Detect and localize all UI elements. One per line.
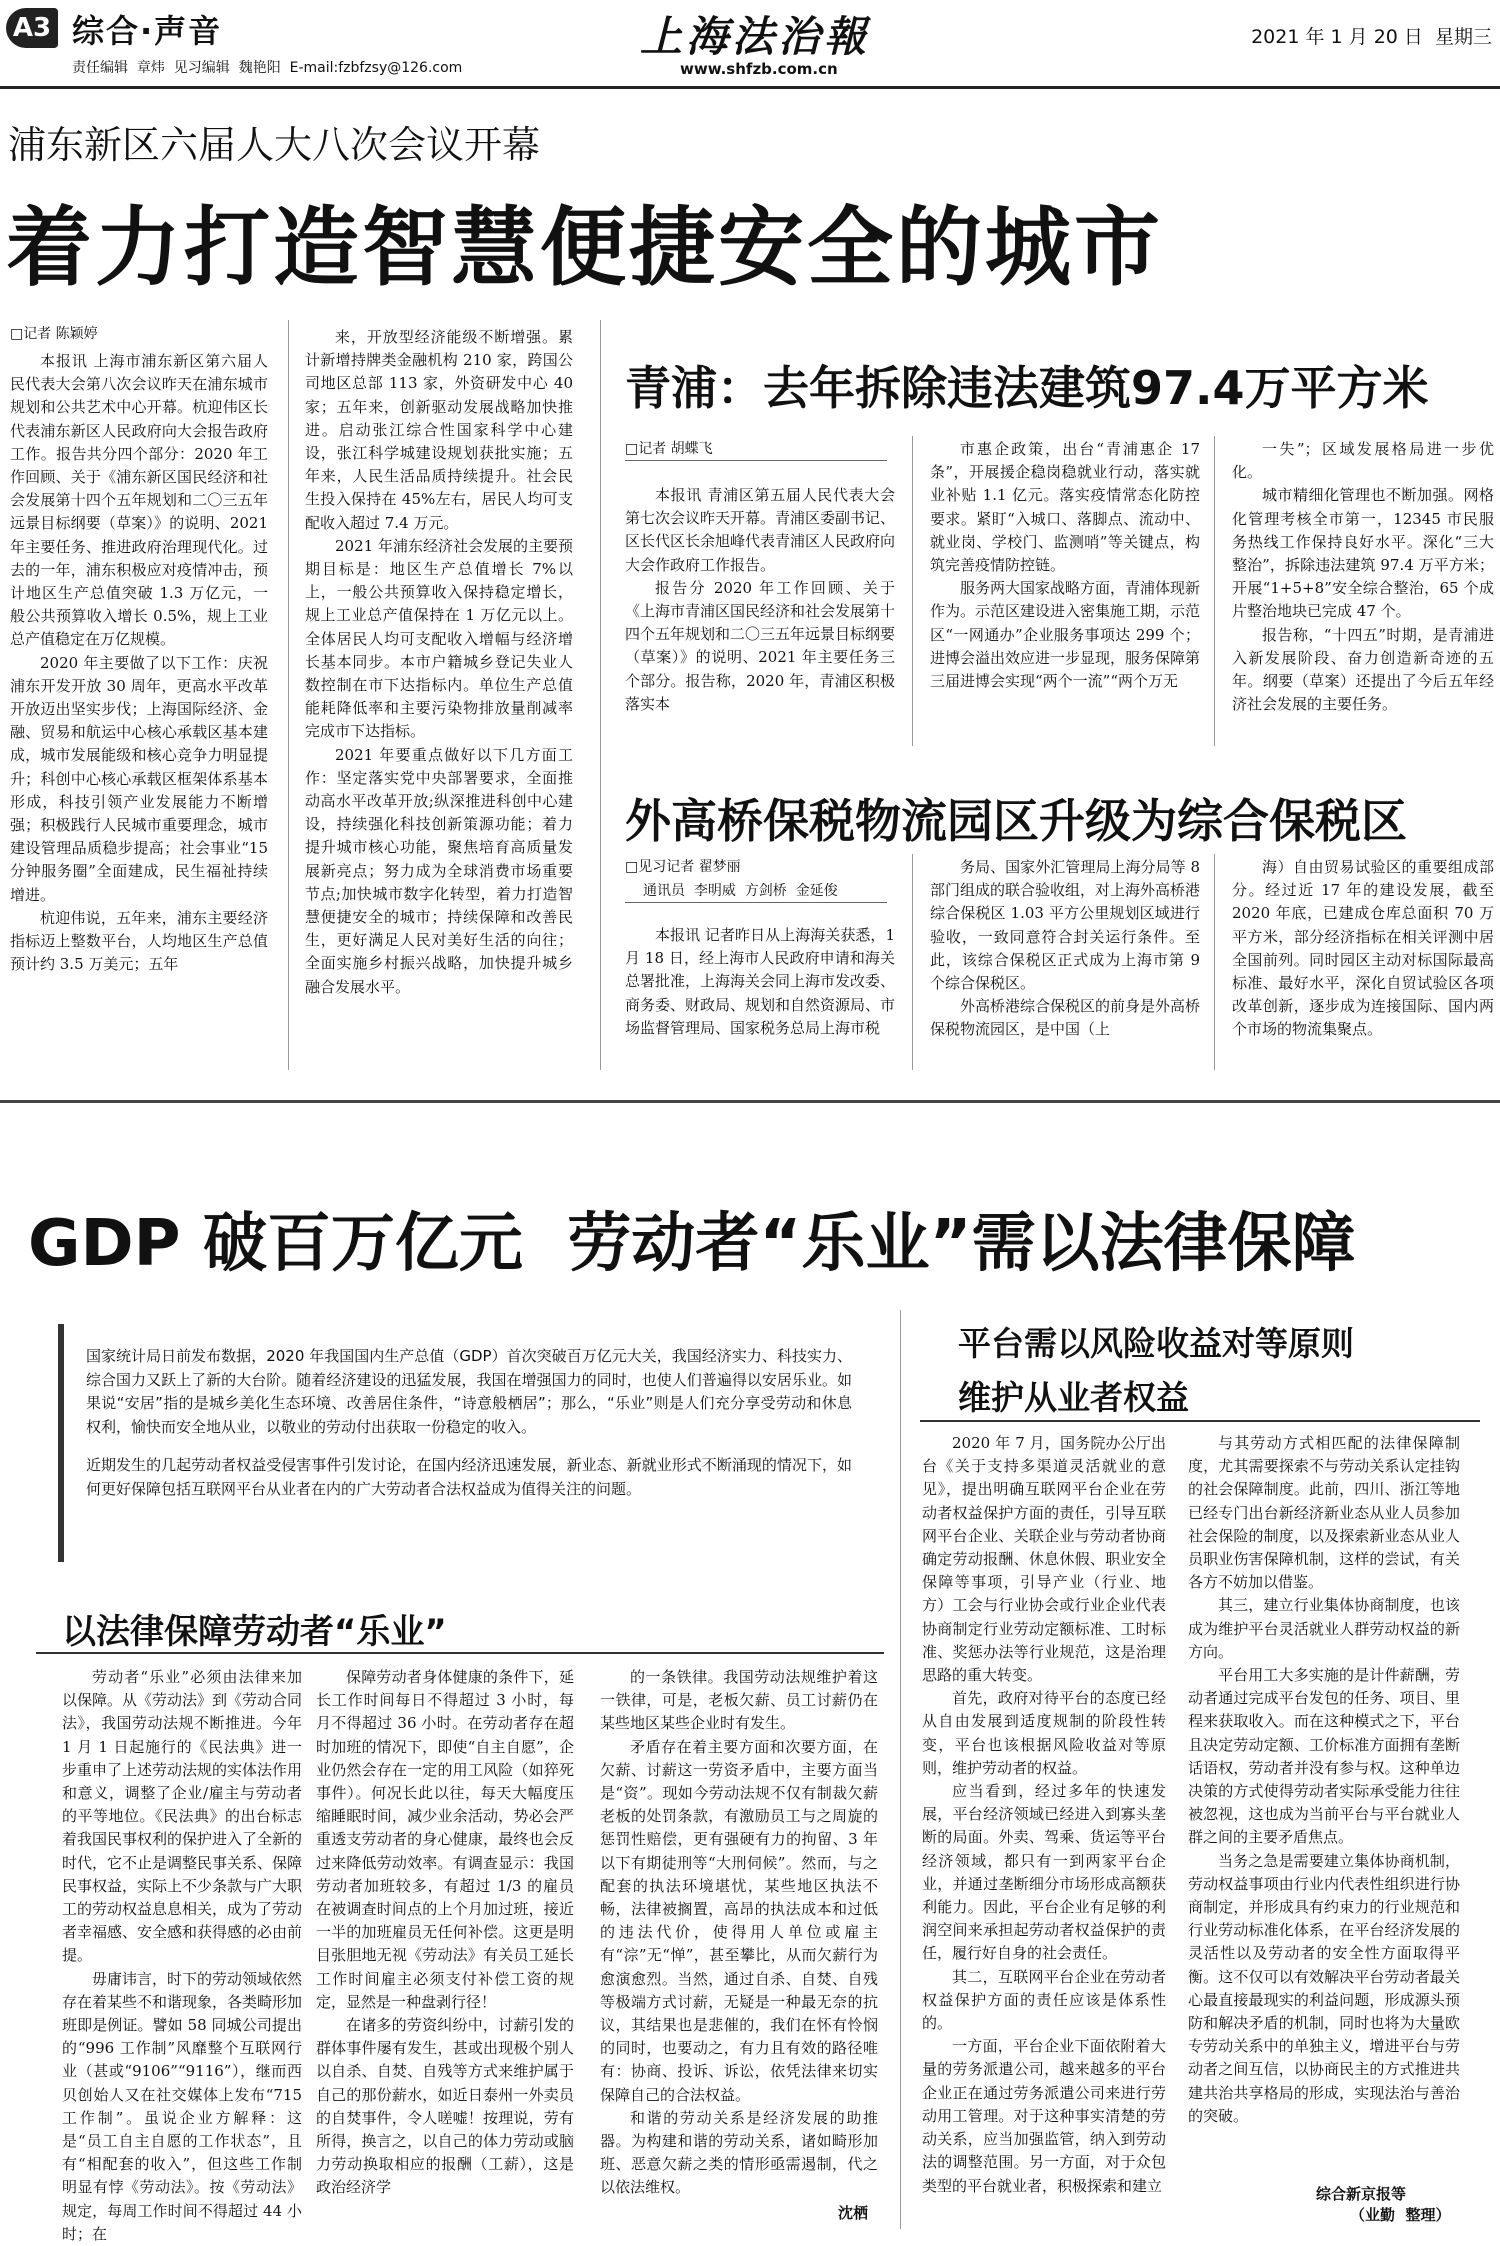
paragraph: 本报讯 记者昨日从上海海关获悉，1 月 18 日，经上海市人民政府申请和海关总署批准，上海海关会同上海市发改委、商务委、财政局、规划和自然资源局、市场监督管理局、国家税务总局上海市税: [625, 926, 896, 1037]
left-article-column-3: [600, 1666, 878, 2202]
right-article-column-1-text: [922, 1432, 1166, 2198]
column-divider: [600, 320, 601, 1070]
left-article-column-3-text: [600, 1666, 878, 2200]
right-article-heading-line1: 平台需以风险收益对等原则: [958, 1324, 1354, 1363]
story-kicker: 浦东新区六届人大八次会议开幕: [8, 123, 541, 167]
left-article-signature: 沈栖: [838, 2204, 869, 2222]
left-article-heading: 以法律保障劳动者“乐业”: [62, 1612, 447, 1652]
column-divider: [912, 436, 913, 746]
section-title: 综合·声音: [72, 12, 223, 50]
waigaoqiao-column-1-text: [625, 924, 895, 1040]
right-article-signature-note: （业勤 整理）: [1350, 2206, 1451, 2224]
paragraph: 和谐的劳动关系是经济发展的助推器。为构建和谐的劳动关系，诸如畸形加班、恶意欠薪之类的情形亟需遏制，代之以依法维权。: [600, 2108, 878, 2197]
qingpu-byline: □记者 胡蝶飞: [625, 441, 713, 457]
paragraph: 报告称，“十四五”时期，是青浦进入新发展阶段、奋力创造新奇迹的五年。纲要（草案）还提出了今后五年经济社会发展的主要任务。: [1232, 625, 1494, 714]
story-column-1: [10, 350, 268, 1070]
right-article-heading-line2: 维护从业者权益: [958, 1378, 1189, 1417]
qingpu-column-1-text: [625, 484, 895, 716]
paragraph: 与其劳动方式相匹配的法律保障制度，尤其需要探索不与劳动关系认定挂钩的社会保障制度。此前，四川、浙江等地已经专门出台新经济新业态从业人员参加社会保险的制度，以及探索新业态从业人员职业伤害保障机制，这样的尝试，有关各方不妨加以借鉴。: [1188, 1434, 1460, 1592]
right-article-signature: 综合新京报等: [1316, 2185, 1407, 2203]
paragraph: 应当看到，经过多年的快速发展，平台经济领域已经进入到寡头垄断的局面。外卖、驾乘、货运等平台经济领域，都只有一到两家平台企业，并通过垄断细分市场形成高额获利能力。因此，平台企业有足够的利润空间来承担起劳动者权益保护的责任，履行好自身的社会责任。: [922, 1782, 1166, 1963]
qingpu-column-2: [930, 438, 1200, 746]
left-article-column-2-text: [316, 1666, 574, 2200]
paragraph: 一失”；区域发展格局进一步优化。: [1232, 440, 1494, 482]
paragraph: 来，开放型经济能级不断增强。累计新增持牌类金融机构 210 家，跨国公司地区总部 113 家，外资研发中心 40 家；五年来，创新驱动发展战略加快推进。启动张江综合性国家科学中心建设，张江科学城建设规划获批实施；五年来，人民生活品质持续提升。社会民生投入保持在 45%左右，居民人均可支配收入超过 7.4 万元。: [305, 328, 573, 532]
right-article-column-2-text: [1188, 1432, 1460, 2128]
feature-headline: GDP 破百万亿元 劳动者“乐业”需以法律保障: [28, 1207, 1356, 1281]
column-divider: [1214, 436, 1215, 746]
paragraph: 劳动者“乐业”必须由法律来加以保障。从《劳动法》到《劳动合同法》，我国劳动法规不断推进。今年 1 月 1 日起施行的《民法典》进一步重申了上述劳动法规的实体法作用和意义，调整了企业/雇主与劳动者的平等地位。《民法典》的出台标志着我国民事权利的保护进入了全新的时代，它不止是调整民事关系、保障民事权益，实际上不少条款与广大职工的劳动权益息息相关，成为了劳动者幸福感、安全感和获得感的必由前提。: [62, 1668, 303, 1965]
story-column-1-text: [10, 350, 268, 976]
qingpu-headline: 青浦：去年拆除违法建筑97.4万平方米: [625, 361, 1429, 415]
paragraph: 城市精细化管理也不断加强。网格化管理考核全市第一，12345 市民服务热线工作保持良好水平。深化“三大整治”，拆除违法建筑 97.4 万平方米；开展“1+5+8”安全综合整治，65 个成片整治地块已完成 47 个。: [1232, 486, 1494, 621]
column-divider: [288, 320, 289, 1070]
paragraph: 一方面，平台企业下面依附着大量的劳务派遣公司，越来越多的平台企业正在通过劳务派遣公司来进行劳动用工管理。对于这种事实清楚的劳动关系，应当加强监管，纳入到劳动法的调整范围。另一方面，对于众包类型的平台就业者，积极探索和建立: [922, 2037, 1166, 2195]
page-number-badge: A3: [6, 8, 58, 48]
left-heading-rule: [36, 1652, 884, 1654]
paragraph: 国家统计局日前发布数据，2020 年我国国内生产总值（GDP）首次突破百万亿元大关，我国经济实力、科技实力、综合国力又跃上了新的大台阶。随着经济建设的迅猛发展，我国在增强国力的同时，也使人们普遍得以安居乐业。如果说“安居”指的是城乡美化生态环境、改善居住条件，“诗意般栖居”；那么，“乐业”则是人们充分享受劳动和休息权利，愉快而安全地从业，以敬业的劳动付出获取一份稳定的收入。: [86, 1347, 852, 1436]
qingpu-byline-rule: [625, 460, 887, 461]
paragraph: 务局、国家外汇管理局上海分局等 8 部门组成的联合验收组，对上海外高桥港综合保税区 1.03 平方公里规划区域进行验收，一致同意符合封关运行条件。至此，该综合保税区正式成为上海市第 9 个综合保税区。: [930, 858, 1201, 993]
waigaoqiao-headline: 外高桥保税物流园区升级为综合保税区: [625, 794, 1407, 848]
column-divider: [912, 854, 913, 1070]
qingpu-column-3: [1232, 438, 1494, 746]
newspaper-url: www.shfzb.com.cn: [680, 60, 838, 78]
waigaoqiao-column-3: [1232, 856, 1494, 1070]
qingpu-column-2-text: [930, 438, 1200, 693]
waigaoqiao-byline-2: 通讯员 李明威 方剑桥 金延俊: [643, 883, 838, 899]
paragraph: 在诸多的劳资纠纷中，讨薪引发的群体事件屡有发生，甚或出现极个别人以自杀、自焚、自残等方式来维护属于自己的那份薪水，如近日泰州一外卖员的自焚事件，令人嗟嘘！按理说，劳有所得，换言之，以自己的体力劳动或脑力劳动换取相应的报酬（工薪），这是政治经济学: [316, 2016, 574, 2197]
paragraph: 2021 年要重点做好以下几方面工作：坚定落实党中央部署要求，全面推动高水平改革开放;纵深推进科创中心建设，持续强化科技创新策源功能；着力提升城市核心功能，聚焦培育高质量发展新亮点；努力成为全球消费市场重要节点;加快城市数字化转型，着力打造智慧便捷安全的城市；持续保障和改善民生，更好满足人民对美好生活的向往；全面实施乡村振兴战略，加快提升城乡融合发展水平。: [305, 745, 573, 996]
paragraph: 2020 年 7 月，国务院办公厅出台《关于支持多渠道灵活就业的意见》，提出明确互联网平台企业在劳动者权益保护方面的责任，引导互联网平台企业、关联企业与劳动者协商确定劳动报酬、休息休假、职业安全保障等事项，引导产业（行业、地方）工会与行业协会或行业企业代表协商制定行业劳动定额标准、工时标准、奖惩办法等行业规范，这是治理思路的重大转变。: [922, 1434, 1166, 1685]
paragraph: 平台用工大多实施的是计件薪酬，劳动者通过完成平台发包的任务、项目、里程来获取收入。而在这种模式之下，平台且决定劳动定额、工价标准方面拥有垄断话语权，劳动者并没有参与权。这种单边决策的方式使得劳动者实际承受能力往往被忽视，这也成为当前平台与平台就业人群之间的主要矛盾焦点。: [1188, 1666, 1460, 1847]
left-article-column-2: [316, 1666, 574, 2222]
right-heading-rule: [920, 1420, 1480, 1422]
feature-intro-box: [58, 1324, 868, 1562]
paragraph: 杭迎伟说，五年来，浦东主要经济指标迈上整数平台，人均地区生产总值预计约 3.5 万美元；五年: [10, 908, 268, 974]
waigaoqiao-column-2: [930, 856, 1200, 1070]
paragraph: 本报讯 上海市浦东新区第六届人民代表大会第八次会议昨天在浦东城市规划和公共艺术中心开幕。杭迎伟区长代表浦东新区人民政府向大会报告政府工作。报告共分四个部分：2020 年工作回顾、关于《浦东新区国民经济和社会发展第十四个五年规划和二〇三五年远景目标纲要（草案）》的说明、2021 年主要任务、推进政府治理现代化。过去的一年，浦东积极应对疫情冲击，预计地区生产总值突破 1.3 万亿元，一般公共预算收入增长 0.5%，规上工业总产值稳定在万亿规模。: [10, 352, 268, 649]
story-headline: 着力打造智慧便捷安全的城市: [6, 198, 1163, 298]
right-article-column-1: [922, 1432, 1166, 2229]
waigaoqiao-byline: □见习记者 翟梦丽: [625, 859, 741, 875]
feature-divider: [900, 1310, 901, 2229]
newspaper-logo: 上海法治報: [640, 12, 871, 61]
left-article-column-1-text: [62, 1666, 302, 2246]
story-column-2: [305, 326, 573, 1070]
column-divider: [1214, 854, 1215, 1070]
paragraph: 2020 年主要做了以下工作：庆祝浦东开发开放 30 周年，更高水平改革开放迈出坚实步伐；上海国际经济、金融、贸易和航运中心核心承载区基本建成，城市发展能级和核心竞争力明显提升；科创中心核心承载区框架体系基本形成，科技引领产业发展能力不断增强；积极践行人民城市重要理念，城市建设管理品质稳步提高；社会事业“15 分钟服务圈”全面建成，民生福祉持续增进。: [10, 653, 268, 904]
paragraph: 报告分 2020 年工作回顾、关于《上海市青浦区国民经济和社会发展第十四个五年规划和二〇三五年远景目标纲要（草案）》的说明、2021 年主要任务三个部分。报告称，2020 年，青浦区积极落实本: [625, 578, 896, 713]
issue-date: 2021 年 1 月 20 日 星期三: [1251, 26, 1492, 48]
right-article-column-2: [1188, 1432, 1460, 2188]
masthead-rule: [0, 86, 1500, 89]
paragraph: 海）自由贸易试验区的重要组成部分。经过近 17 年的建设发展，截至 2020 年底，已建成仓库总面积 70 万平方米，部分经济指标在相关评测中居全国前列。同时园区主动对标国际最高标准、最好水平，深化自贸试验区各项改革创新，逐步成为连接国际、国内两个市场的物流集聚点。: [1232, 858, 1494, 1039]
paragraph: 毋庸讳言，时下的劳动领域依然存在着某些不和谐现象，各类畸形加班即是例证。譬如 58 同城公司提出的“996 工作制”风靡整个互联网行业（甚或“9106”“9116”），继而西贝创始人又在社交媒体上发布“715 工作制”。虽说企业方解释：这是“员工自主自愿的工作状态”，且有“相配套的收入”，但这些工作制明显有悖《劳动法》。按《劳动法》规定，每周工作时间不得超过 44 小时；在: [62, 1969, 303, 2243]
waigaoqiao-column-2-text: [930, 856, 1200, 1042]
paragraph: 市惠企政策，出台“青浦惠企 17 条”，开展援企稳岗稳就业行动，落实就业补贴 1.1 亿元。落实疫情常态化防控要求。紧盯“入城口、落脚点、流动中、就业岗、学校门、监测哨”等关键点，构筑完善疫情防控链。: [930, 440, 1200, 575]
waigaoqiao-byline-rule: [625, 902, 887, 903]
waigaoqiao-column-1: [625, 924, 895, 1070]
feature-intro-text: [86, 1345, 852, 1501]
paragraph: 外高桥港综合保税区的前身是外高桥保税物流园区，是中国（上: [930, 997, 1201, 1039]
paragraph: 的一条铁律。我国劳动法规维护着这一铁律，可是，老板欠薪、员工讨薪仍在某些地区某些企业时有发生。: [600, 1668, 878, 1733]
paragraph: 近期发生的几起劳动者权益受侵害事件引发讨论，在国内经济迅速发展，新业态、新就业形式不断涌现的情况下，如何更好保障包括互联网平台从业者在内的广大劳动者合法权益成为值得关注的问题。: [86, 1456, 852, 1498]
paragraph: 其二，互联网平台企业在劳动者权益保护方面的责任应该是体系性的。: [922, 1967, 1166, 2033]
paragraph: 矛盾存在着主要方面和次要方面，在欠薪、讨薪这一劳资矛盾中，主要方面当是“资”。现如今劳动法规不仅有制裁欠薪老板的处罚条款，有激励员工与之周旋的惩罚性赔偿，更有强硬有力的拘留、3 年以下有期徒刑等“大刑伺候”。然而，与之配套的执法环境堪忧，某些地区执法不畅，法律被搁置，高昂的执法成本和过低的违法代价，使得用人单位或雇主有“淙”无“惮”，甚至攀比，从而欠薪行为愈演愈烈。当然，通过自杀、自焚、自残等极端方式讨薪，无疑是一种最无奈的抗议，其结果也是悲催的，我们在怀有怜悯的同时，也要动之，有力且有效的路径唯有：协商、投诉、诉讼，依凭法律来切实保障自己的合法权益。: [600, 1737, 878, 2104]
paragraph: 保障劳动者身体健康的条件下，延长工作时间每日不得超过 3 小时，每月不得超过 36 小时。在劳动者存在超时加班的情况下，即使“自主自愿”，企业仍然会存在一定的用工风险（如猝死事件）。何况长此以往，每天大幅度压缩睡眠时间，减少业余活动，势必会严重透支劳动者的身心健康，最终也会反过来降低劳动效率。有调查显示：我国劳动者加班较多，有超过 1/3 的雇员在被调查时间点的上个月加过班，接近一半的加班雇员无任何补偿。这更是明目张胆地无视《劳动法》有关员工延长工作时间雇主必须支付补偿工资的规定，显然是一种盘剥行径！: [316, 1668, 574, 2011]
story-byline: □记者 陈颖婷: [10, 326, 98, 342]
paragraph: 服务两大国家战略方面，青浦体现新作为。示范区建设进入密集施工期，示范区“一网通办”企业服务事项达 299 个；进博会溢出效应进一步显现，服务保障第三届进博会实现“两个一流”“两个万无: [930, 579, 1201, 691]
section-separator: [0, 1100, 1500, 1103]
story-column-2-text: [305, 326, 573, 999]
editors-line: 责任编辑 章炜 见习编辑 魏艳阳 E-mail:fzbfzsy@126.com: [72, 60, 463, 76]
paragraph: 其三，建立行业集体协商制度，也该成为维护平台灵活就业人群劳动权益的新方向。: [1188, 1596, 1460, 1661]
paragraph: 2021 年浦东经济社会发展的主要预期目标是：地区生产总值增长 7%以上，一般公共预算收入保持稳定增长，规上工业总产值保持在 1 万亿元以上。全体居民人均可支配收入增幅与经济增长基本同步。本市户籍城乡登记失业人数控制在市下达指标内。单位生产总值能耗降低率和主要污染物排放量削减率完成市下达指标。: [305, 536, 573, 741]
paragraph: 首先，政府对待平台的态度已经从自由发展到适度规制的阶段性转变，平台也该根据风险收益对等原则，维护劳动者的权益。: [922, 1689, 1166, 1777]
paragraph: 本报讯 青浦区第五届人民代表大会第七次会议昨天开幕。青浦区委副书记、区长代区长余旭峰代表青浦区人民政府向大会作政府工作报告。: [625, 486, 896, 574]
paragraph: 当务之急是需要建立集体协商机制，劳动权益事项由行业内代表性组织进行协商制定，并形成具有约束力的行业规范和行业劳动标准化体系，在平台经济发展的灵活性以及劳动者的安全性方面取得平衡。这不仅可以有效解决平台劳动者最关心最直接最现实的利益问题，形成源头预防和解决矛盾的机制，同时也将为大量欧专劳动关系中的单独主义，增进平台与劳动者之间互信，以协商民主的方式推进共建共治共享格局的形成，实现法治与善治的突破。: [1188, 1851, 1460, 2125]
waigaoqiao-column-3-text: [1232, 856, 1494, 1042]
qingpu-column-3-text: [1232, 438, 1494, 716]
left-article-column-1: [62, 1666, 303, 2243]
qingpu-column-1: [625, 484, 895, 746]
